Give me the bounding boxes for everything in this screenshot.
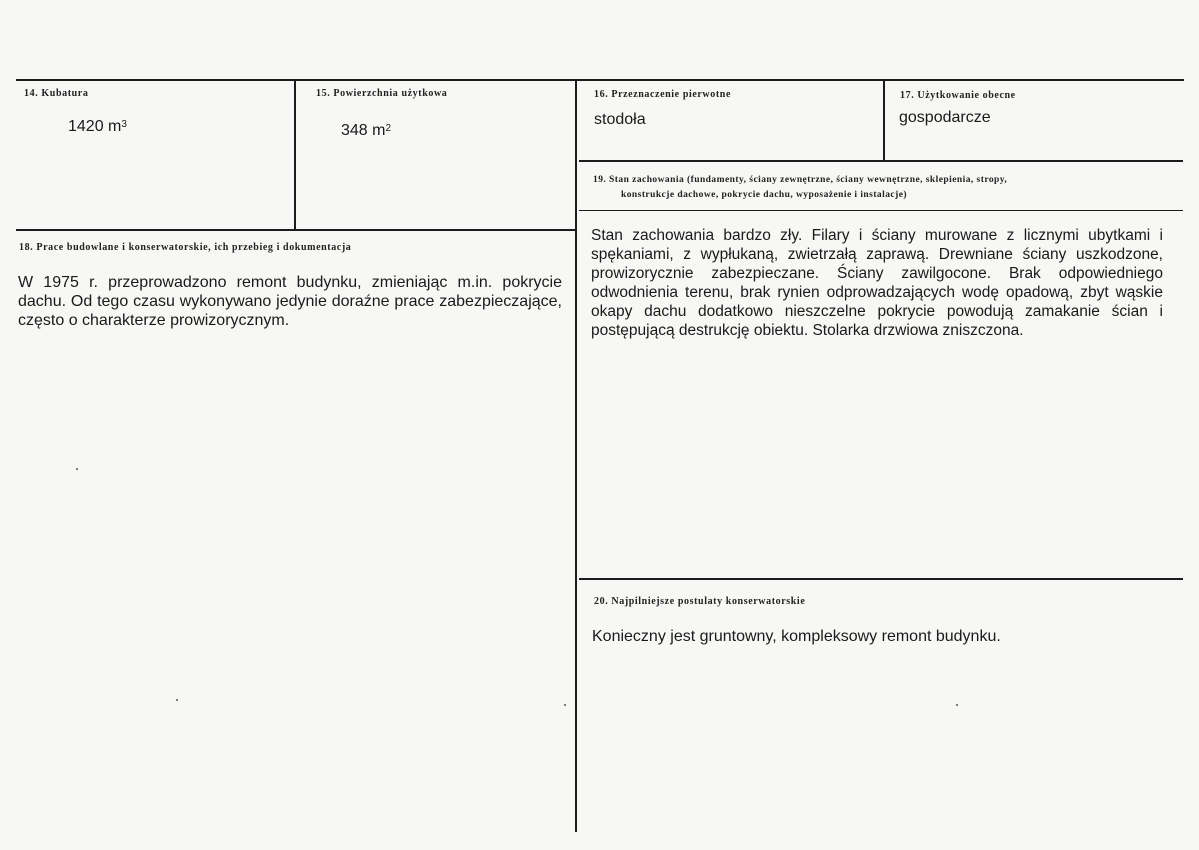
field-19-text: Stan zachowania bardzo zły. Filary i ściany murowane z licznymi ubytkami i spękaniami, z wypłukaną, zwietrzałą zaprawą. Drewniane ściany uszkodzone, prowizorycznie zabezpieczane. Ściany zawilgocone. Brak odpowiedniego odwodnienia terenu, brak rynien odprowadzających wodę opadową, zbyt wąskie okapy dachu dodatkowo nieszczelne pokrycie powodują zamakanie ścian i postępującą destrukcję obiektu. Stolarka drzwiowa zniszczona. [591, 227, 1163, 339]
divider-14-15 [294, 80, 296, 230]
scan-speck [956, 704, 958, 706]
field-19-label-line2: konstrukcje dachowe, pokrycie dachu, wyposażenie i instalacje) [621, 190, 907, 200]
field-14-label: 14. Kubatura [24, 88, 89, 99]
field-15-value [341, 121, 391, 140]
field-14-value [68, 117, 127, 136]
field-14-number: 1420 m [68, 118, 122, 135]
field-14-unit-exponent: 3 [121, 119, 127, 130]
rule-under-16-17 [579, 160, 1183, 162]
field-17-value: gospodarcze [899, 109, 991, 126]
field-15-unit-exponent: 2 [385, 123, 392, 134]
field-15-number: 348 m [341, 122, 386, 139]
field-20-label: 20. Najpilniejsze postulaty konserwatorskie [594, 596, 806, 607]
top-rule [16, 79, 1184, 81]
divider-16-17 [883, 80, 885, 160]
scan-speck [76, 468, 78, 470]
field-20-text: Konieczny jest gruntowny, kompleksowy remont budynku. [592, 628, 1001, 645]
field-16-value: stodoła [594, 111, 646, 128]
rule-above-20 [579, 578, 1183, 580]
rule-under-14-15 [16, 229, 577, 231]
rule-under-19-header [579, 210, 1183, 211]
field-19-label-line1: 19. Stan zachowania (fundamenty, ściany zewnętrzne, ściany wewnętrzne, sklepienia, stropy, [593, 175, 1008, 185]
field-17-label: 17. Użytkowanie obecne [900, 90, 1016, 101]
field-16-label: 16. Przeznaczenie pierwotne [594, 89, 731, 100]
scan-speck [564, 704, 566, 706]
field-18-text: W 1975 r. przeprowadzono remont budynku, zmieniając m.in. pokrycie dachu. Od tego czasu wykonywano jedynie doraźne prace zabezpieczające, często o charakterze prowizorycznym. [18, 274, 562, 329]
field-18-label: 18. Prace budowlane i konserwatorskie, ich przebieg i dokumentacja [19, 242, 352, 253]
center-divider [575, 80, 577, 832]
field-15-label: 15. Powierzchnia użytkowa [316, 88, 448, 99]
scan-speck [176, 699, 178, 701]
